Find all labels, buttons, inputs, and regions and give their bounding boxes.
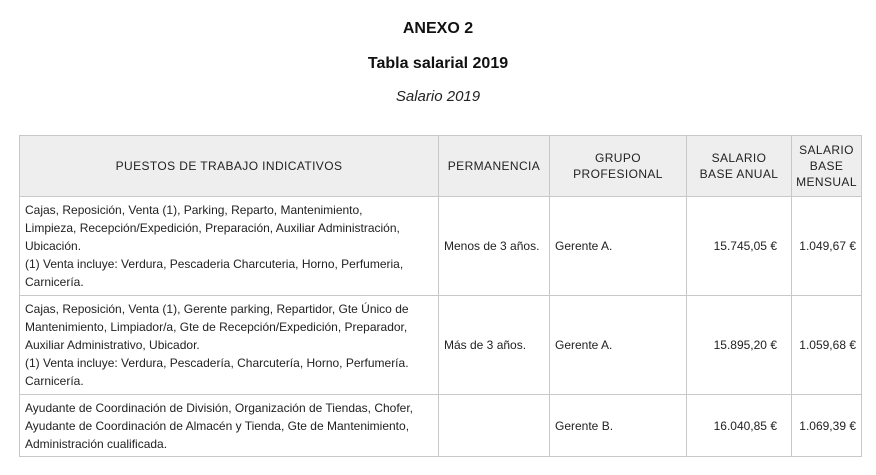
- positions-cell: [20, 296, 439, 395]
- monthly-salary-cell: 1.059,68 €: [792, 296, 862, 395]
- annual-salary-cell: 15.895,20 €: [687, 296, 792, 395]
- positions-cell: [20, 395, 439, 457]
- position-line: Cajas, Reposición, Venta (1), Gerente parking, Repartidor, Gte Único de: [25, 302, 409, 316]
- group-cell: Gerente B.: [550, 395, 687, 457]
- header-monthly-salary: SALARIO BASE MENSUAL: [792, 136, 862, 197]
- position-line: Limpieza, Recepción/Expedición, Preparación, Auxiliar Administración,: [25, 221, 400, 235]
- header-permanence: PERMANENCIA: [439, 136, 550, 197]
- position-line: Ayudante de Coordinación de División, Organización de Tiendas, Chofer,: [25, 400, 414, 415]
- position-line: Administración cualificada.: [25, 436, 168, 451]
- group-cell: Gerente A.: [550, 296, 687, 395]
- header-row: [20, 136, 862, 197]
- table-row: [20, 395, 862, 457]
- monthly-salary-cell: 1.049,67 €: [792, 197, 862, 296]
- table-row: [20, 296, 862, 395]
- position-line: Ubicación.: [25, 239, 82, 253]
- position-line: Mantenimiento, Limpiador/a, Gte de Recepción/Expedición, Preparador,: [25, 320, 408, 334]
- permanence-cell: [439, 395, 550, 457]
- salary-table: [19, 135, 862, 457]
- position-line: (1) Venta incluye: Verdura, Pescaderia Charcuteria, Horno, Perfumeria,: [25, 257, 404, 271]
- permanence-cell: Menos de 3 años.: [439, 197, 550, 296]
- header-annual-salary: SALARIO BASE ANUAL: [687, 136, 792, 197]
- annex-title: ANEXO 2: [402, 20, 474, 37]
- salary-subtitle: Salario 2019: [395, 88, 481, 105]
- position-line: Carnicería.: [25, 275, 84, 289]
- position-line: Auxiliar Administrativo, Ubicador.: [25, 338, 200, 352]
- positions-cell: [20, 197, 439, 296]
- table-row: [20, 197, 862, 296]
- monthly-salary-cell: 1.069,39 €: [792, 395, 862, 457]
- permanence-cell: Más de 3 años.: [439, 296, 550, 395]
- table-title: Tabla salarial 2019: [367, 55, 509, 72]
- header-group: GRUPO PROFESIONAL: [550, 136, 687, 197]
- position-line: Cajas, Reposición, Venta (1), Parking, Reparto, Mantenimiento,: [25, 203, 363, 217]
- position-line: Carnicería.: [25, 374, 84, 388]
- position-line: Ayudante de Coordinación de Almacén y Tienda, Gte de Mantenimiento,: [25, 418, 410, 433]
- annual-salary-cell: 16.040,85 €: [687, 395, 792, 457]
- table-header: [20, 136, 862, 197]
- annual-salary-cell: 15.745,05 €: [687, 197, 792, 296]
- header-positions: PUESTOS DE TRABAJO INDICATIVOS: [20, 136, 439, 197]
- position-line: (1) Venta incluye: Verdura, Pescadería, Charcutería, Horno, Perfumería.: [25, 356, 409, 370]
- group-cell: Gerente A.: [550, 197, 687, 296]
